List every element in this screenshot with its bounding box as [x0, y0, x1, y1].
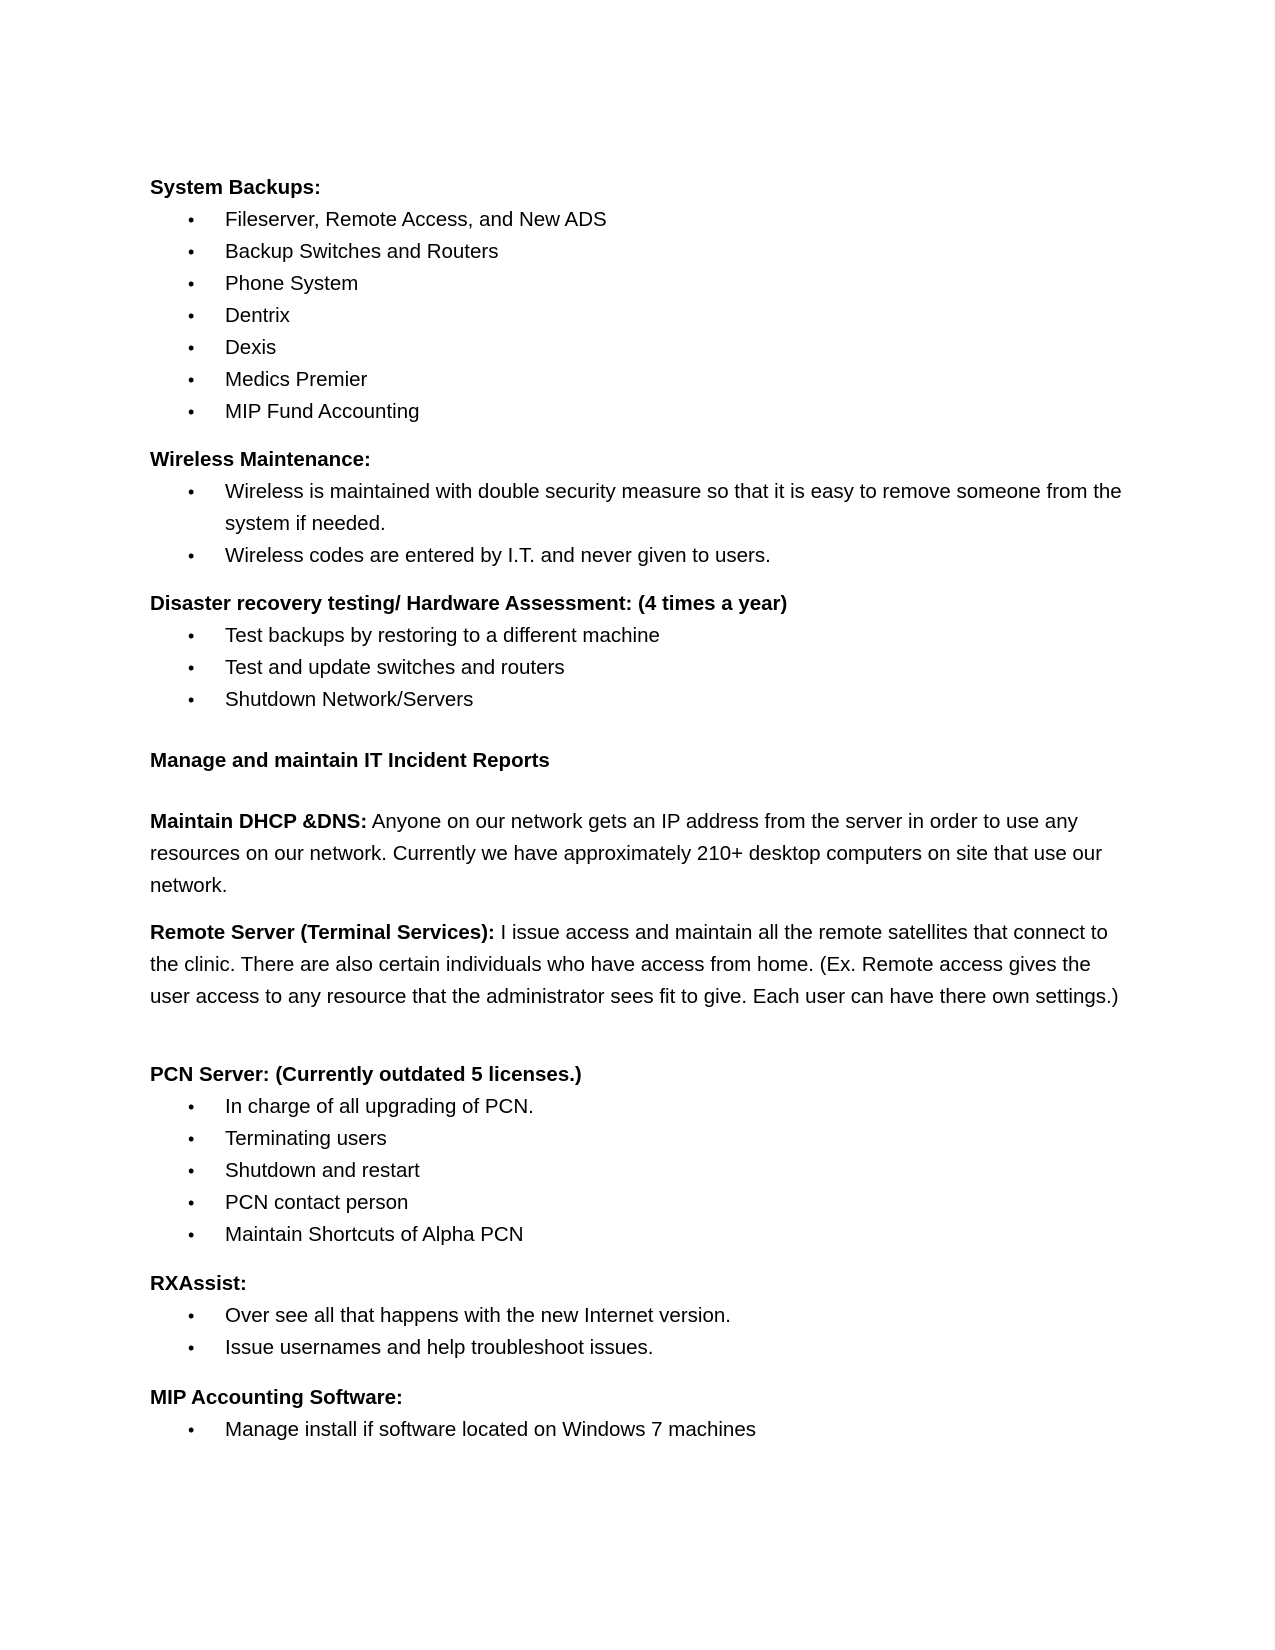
bullet-icon: •: [188, 1161, 195, 1181]
rxassist-list: [150, 1300, 1125, 1364]
remote-paragraph: [150, 917, 1125, 1013]
bullet-icon: •: [188, 1338, 195, 1358]
list-item: [150, 1332, 1125, 1364]
system-backups-list: [150, 204, 1125, 428]
bullet-icon: •: [188, 1306, 195, 1326]
list-item-text: Wireless codes are entered by I.T. and never given to users.: [225, 544, 771, 567]
list-item-text: In charge of all upgrading of PCN.: [225, 1095, 534, 1118]
list-item: [150, 1300, 1125, 1332]
list-item-text: Dexis: [225, 336, 277, 359]
list-item: [150, 1155, 1125, 1187]
list-item: [150, 1187, 1125, 1219]
bullet-icon: •: [188, 1225, 195, 1245]
bullet-icon: •: [188, 210, 195, 230]
disaster-list: [150, 620, 1125, 716]
list-item: [150, 1414, 1125, 1446]
section-mip-accounting: [150, 1382, 1125, 1446]
list-item-text: Maintain Shortcuts of Alpha PCN: [225, 1223, 524, 1246]
list-item-text: PCN contact person: [225, 1191, 409, 1214]
remote-text: I issue access and maintain all the remote satellites that connect to the clinic. There are also certain individuals who have access from home. (Ex. Remote access gives the user access to any resource that the administrator sees fit to give. Each user can have there own settings.): [150, 921, 1119, 1008]
section-disaster-recovery: [150, 588, 1125, 716]
wireless-list: [150, 476, 1125, 572]
list-item: [150, 652, 1125, 684]
list-item: [150, 268, 1125, 300]
list-item: [150, 476, 1125, 540]
bullet-icon: •: [188, 690, 195, 710]
bullet-icon: •: [188, 370, 195, 390]
list-item-text: Dentrix: [225, 304, 290, 327]
list-item-text: Wireless is maintained with double security measure so that it is easy to remove someone from the system if needed.: [225, 480, 1122, 535]
bullet-icon: •: [188, 402, 195, 422]
list-item-text: Shutdown and restart: [225, 1159, 420, 1182]
list-item-text: Test and update switches and routers: [225, 656, 565, 679]
list-item-text: Fileserver, Remote Access, and New ADS: [225, 208, 607, 231]
bullet-icon: •: [188, 1129, 195, 1149]
bullet-icon: •: [188, 1193, 195, 1213]
mip-list: [150, 1414, 1125, 1446]
list-item: [150, 1123, 1125, 1155]
section-remote-server: [150, 917, 1125, 1013]
list-item-text: Over see all that happens with the new Internet version.: [225, 1304, 731, 1327]
list-item: [150, 236, 1125, 268]
list-item-text: Medics Premier: [225, 368, 368, 391]
incident-heading: Manage and maintain IT Incident Reports: [150, 749, 550, 772]
bullet-icon: •: [188, 626, 195, 646]
list-item: [150, 300, 1125, 332]
remote-lead: Remote Server (Terminal Services):: [150, 921, 495, 944]
section-wireless-maintenance: [150, 444, 1125, 572]
section-rxassist: [150, 1268, 1125, 1364]
list-item: [150, 540, 1125, 572]
list-item: [150, 620, 1125, 652]
dhcp-text: Anyone on our network gets an IP address from the server in order to use any resources on our network. Currently we have approximately 210+ desktop computers on site that use our network.: [150, 810, 1103, 897]
rxassist-heading: RXAssist:: [150, 1272, 247, 1295]
list-item: [150, 1219, 1125, 1251]
list-item: [150, 204, 1125, 236]
bullet-icon: •: [188, 658, 195, 678]
dhcp-lead: Maintain DHCP &DNS:: [150, 810, 368, 833]
dhcp-paragraph: [150, 806, 1125, 902]
list-item-text: Terminating users: [225, 1127, 387, 1150]
mip-heading: MIP Accounting Software:: [150, 1386, 403, 1409]
pcn-heading: PCN Server: (Currently outdated 5 licenses.): [150, 1063, 582, 1086]
list-item-text: Shutdown Network/Servers: [225, 688, 474, 711]
disaster-heading: Disaster recovery testing/ Hardware Assessment: (4 times a year): [150, 592, 788, 615]
list-item-text: Backup Switches and Routers: [225, 240, 499, 263]
list-item-text: Issue usernames and help troubleshoot issues.: [225, 1336, 654, 1359]
list-item: [150, 684, 1125, 716]
bullet-icon: •: [188, 338, 195, 358]
bullet-icon: •: [188, 274, 195, 294]
section-incident-reports: [150, 745, 1125, 777]
bullet-icon: •: [188, 1097, 195, 1117]
pcn-list: [150, 1091, 1125, 1251]
system-backups-heading: System Backups:: [150, 176, 321, 199]
bullet-icon: •: [188, 306, 195, 326]
bullet-icon: •: [188, 546, 195, 566]
section-pcn-server: [150, 1059, 1125, 1251]
list-item: [150, 332, 1125, 364]
list-item-text: MIP Fund Accounting: [225, 400, 420, 423]
bullet-icon: •: [188, 242, 195, 262]
list-item: [150, 396, 1125, 428]
bullet-icon: •: [188, 482, 195, 502]
list-item-text: Phone System: [225, 272, 359, 295]
list-item: [150, 1091, 1125, 1123]
section-system-backups: [150, 172, 1125, 428]
bullet-icon: •: [188, 1420, 195, 1440]
list-item: [150, 364, 1125, 396]
list-item-text: Manage install if software located on Windows 7 machines: [225, 1418, 756, 1441]
list-item-text: Test backups by restoring to a different machine: [225, 624, 660, 647]
section-dhcp-dns: [150, 806, 1125, 902]
wireless-heading: Wireless Maintenance:: [150, 448, 371, 471]
